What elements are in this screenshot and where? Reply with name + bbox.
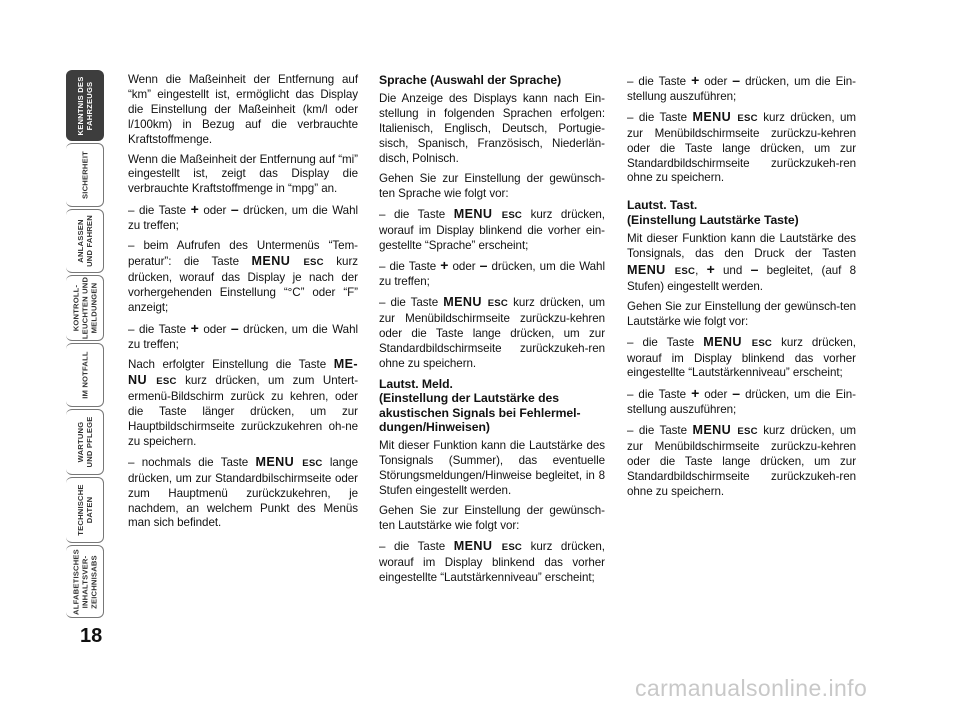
paragraph: Die Anzeige des Displays kann nach Ein-stellung in folgenden Sprachen erfolgen: Italienisch, Englisch, Deutsch, Portugie-sisch, Spanisch, Französisch, Niederlän-disch, Polnisch. <box>379 92 605 166</box>
menu-esc-key-label: MENU ESC <box>453 206 523 221</box>
tab-anlassen-und-fahren[interactable] <box>66 209 104 273</box>
instruction-step: – die Taste MENU ESC kurz drücken, um zur Menübildschirmseite zurückzu-kehren oder die Taste lange drücken, um zur Standardbildschirmseite zurückzukeh-ren ohne zu speichern. <box>627 109 856 185</box>
minus-key-icon: – <box>732 72 741 88</box>
tab-label: SICHERHEIT <box>80 151 89 199</box>
tab-technische-daten[interactable] <box>66 477 104 543</box>
tab-wartung-und-pflege[interactable] <box>66 409 104 475</box>
tab-im-notfall[interactable] <box>66 343 104 407</box>
instruction-step: – die Taste + oder – drücken, um die Wahl zu treffen; <box>128 319 358 351</box>
instruction-step: – die Taste + oder – drücken, um die Wahl zu treffen; <box>379 257 605 289</box>
tab-sicherheit[interactable] <box>66 143 104 207</box>
paragraph: Mit dieser Funktion kann die Lautstärke des Tonsignals (Summer), das eventuelle Störungsmeldungen/Hinweise begleitet, in 8 Stufen eingestellt werden. <box>379 439 605 498</box>
tab-alfabetisches-inhaltsverzeichnis[interactable] <box>66 545 104 618</box>
menu-esc-key-label: MENU ESC <box>251 253 324 268</box>
instruction-step: – die Taste MENU ESC kurz drücken, worauf im Display blinkend das vorher eingestellte “Lautstärkenniveau” erscheint; <box>379 538 605 584</box>
paragraph: Wenn die Maßeinheit der Entfernung auf “mi” eingestellt ist, zeigt das Display die verbrauchte Kraftstoffmenge in “mpg” an. <box>128 152 358 196</box>
instruction-step: – die Taste + oder – drücken, um die Ein-stellung auszuführen; <box>627 72 856 103</box>
menu-esc-key-label: ME- NU ESC <box>128 357 358 388</box>
page-number: 18 <box>80 625 103 647</box>
instruction-step: – die Taste MENU ESC kurz drücken, um zur Menübildschirmseite zurückzu-kehren oder die Taste lange drücken, um zur Standardbildschirmseite zurückzukeh-ren ohne zu speichern. <box>627 423 856 498</box>
instruction-step: – die Taste + oder – drücken, um die Wahl zu treffen; <box>128 201 358 233</box>
plus-key-icon: + <box>691 385 700 402</box>
menu-esc-key-label: MENU ESC <box>703 334 773 349</box>
instruction-step: – die Taste MENU ESC kurz drücken, worauf im Display blinkend das vorher eingestellte “Lautstärkenniveau” erscheint; <box>627 334 856 380</box>
menu-esc-key-label: MENU ESC <box>255 454 323 469</box>
minus-key-icon: – <box>479 257 488 274</box>
text-column-2 <box>379 73 605 591</box>
menu-esc-key-label: MENU ESC <box>692 109 758 124</box>
menu-esc-key-label: MENU ESC <box>692 423 758 438</box>
minus-key-icon: – <box>230 319 239 336</box>
tab-label: ANLASSEN UND FAHREN <box>75 215 94 267</box>
tab-label: TECHNISCHE DATEN <box>75 484 94 536</box>
plus-key-icon: + <box>691 72 700 88</box>
plus-key-icon: + <box>706 260 715 277</box>
menu-esc-key-label: MENU ESC <box>443 295 509 310</box>
text-column-3 <box>627 73 856 505</box>
menu-esc-key-label: MENU ESC <box>453 538 523 553</box>
section-heading-sprache: Sprache (Auswahl der Sprache) <box>379 73 562 87</box>
paragraph: Wenn die Maßeinheit der Entfernung auf “km” eingestellt ist, ermöglicht das Display die Einstellung der Maßeinheit (km/l oder l/100km) in Bezug auf die verbrauchte Kraftstoffmenge. <box>128 73 358 146</box>
tab-label: ALFABETISCHES INHALTSVER- ZEICHNISABS <box>71 548 98 615</box>
minus-key-icon: – <box>732 385 741 402</box>
instruction-step: – die Taste + oder – drücken, um die Ein-stellung auszuführen; <box>627 385 856 417</box>
instruction-step: – die Taste MENU ESC kurz drücken, um zur Menübildschirmseite zurückzu-kehren oder die Taste lange drücken, um zur Standardbildschirmseite zurückzukeh-ren ohne zu speichern. <box>379 295 606 370</box>
tab-label: KONTROLL- LEUCHTEN UND MELDUNGEN <box>71 276 98 340</box>
menu-esc-key-label: MENU ESC <box>627 262 696 277</box>
tab-label: KENNTNIS DES FAHRZEUGS <box>75 76 94 135</box>
paragraph: Mit dieser Funktion kann die Lautstärke des Tonsignals, das den Druck der Tasten MENU ESC, + und – begleitet, (auf 8 Stufen) eingestellt werden. <box>627 232 857 293</box>
minus-key-icon: – <box>750 260 759 277</box>
text-column-1 <box>128 73 358 536</box>
instruction-step: – die Taste MENU ESC kurz drücken, worauf im Display blinkend die vorher ein-gestellte “Sprache” erscheint; <box>379 206 605 252</box>
tab-label: IM NOTFALL <box>80 351 89 399</box>
paragraph: Nach erfolgter Einstellung die Taste ME- NU ESC kurz drücken, um zum Untert-ermenü-Bildschirm zurück zu kehren, oder die Taste länger drücken, um zur Hauptbildschirmseite zurückzukehren oh-ne zu speichern. <box>128 357 359 448</box>
tab-kontrollleuchten-und-meldungen[interactable] <box>66 275 104 341</box>
section-heading-lautst-meld: Lautst. Meld. (Einstellung der Lautstärke des akustischen Signals bei Fehlermel-dungen/Hinweisen) <box>379 376 581 435</box>
plus-key-icon: + <box>190 319 199 336</box>
plus-key-icon: + <box>440 257 449 274</box>
instruction-step: – beim Aufrufen des Untermenüs “Tem-peratur”: die Taste MENU ESC kurz drücken, worauf das Display je nach der vorhergehenden Einstellung “°C” oder “F” anzeigt; <box>128 239 359 314</box>
plus-key-icon: + <box>190 201 199 218</box>
paragraph: Gehen Sie zur Einstellung der gewünsch-ten Lautstärke wie folgt vor: <box>627 299 856 328</box>
instruction-step: – nochmals die Taste MENU ESC lange drücken, um zur Standardbilschirmseite oder zum Hauptmenü zurückzukehren, je nachdem, an welchem Punkt des Menüs man sich befindet. <box>128 454 359 530</box>
section-heading-lautst-tast: Lautst. Tast. (Einstellung Lautstärke Taste) <box>627 198 799 227</box>
paragraph: Gehen Sie zur Einstellung der gewünsch-ten Sprache wie folgt vor: <box>379 171 605 200</box>
paragraph: Gehen Sie zur Einstellung der gewünsch-ten Lautstärke wie folgt vor: <box>379 504 605 532</box>
tab-kenntnis-des-fahrzeugs[interactable] <box>66 70 104 141</box>
tab-label: WARTUNG UND PFLEGE <box>75 416 94 468</box>
minus-key-icon: – <box>230 201 239 218</box>
watermark-text: carmanualsonline.info <box>635 675 868 701</box>
